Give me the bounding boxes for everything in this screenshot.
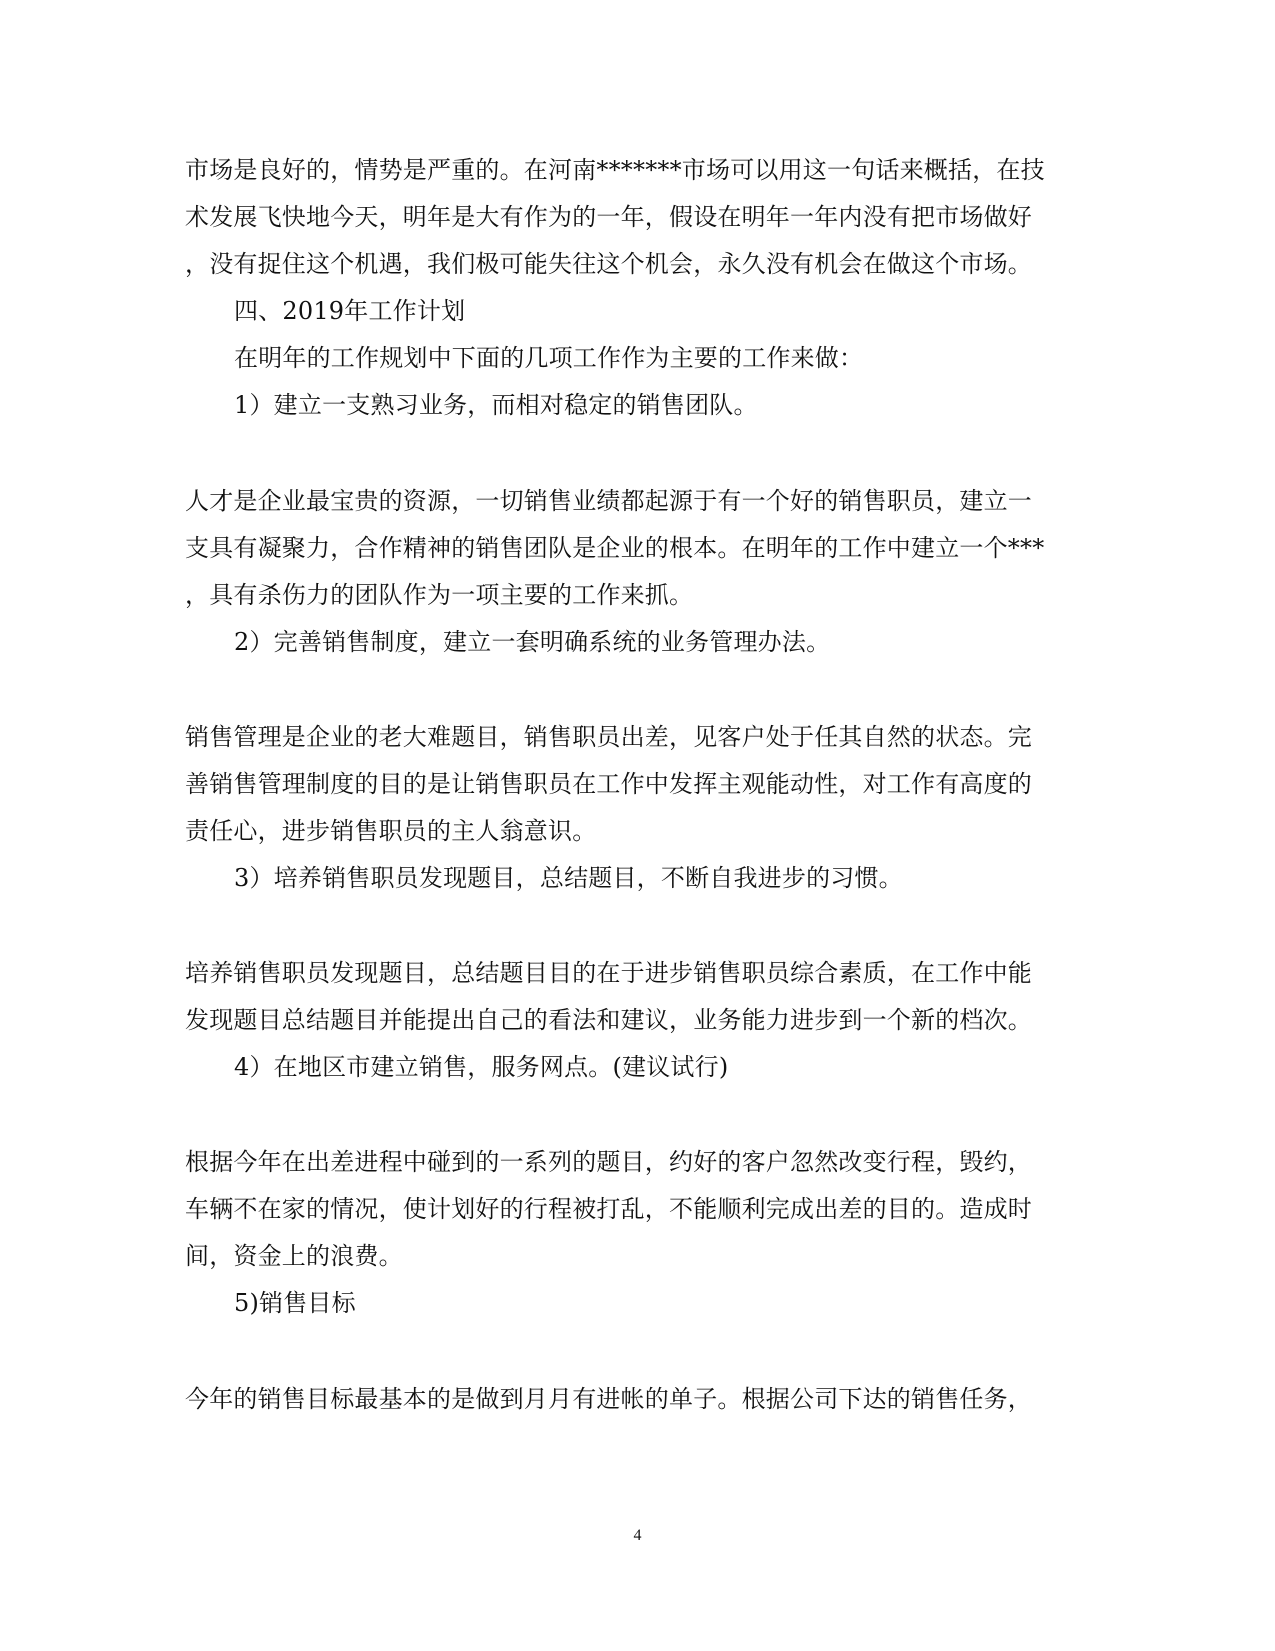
paragraph-line: 责任心，进步销售职员的主人翁意识。	[185, 817, 597, 845]
paragraph-line: ，具有杀伤力的团队作为一项主要的工作来抓。	[185, 581, 694, 609]
paragraph-line: 支具有凝聚力，合作精神的销售团队是企业的根本。在明年的工作中建立一个***	[185, 534, 1045, 562]
paragraph-line: 间，资金上的浪费。	[185, 1242, 403, 1270]
list-item-heading: 5)销售目标	[234, 1289, 356, 1317]
paragraph-line: 销售管理是企业的老大难题目，销售职员出差，见客户处于任其自然的状态。完	[185, 723, 1032, 751]
paragraph-line: 善销售管理制度的目的是让销售职员在工作中发挥主观能动性，对工作有高度的	[185, 770, 1032, 798]
paragraph-line: 车辆不在家的情况，使计划好的行程被打乱，不能顺利完成出差的目的。造成时	[185, 1195, 1032, 1223]
list-item-heading: 3）培养销售职员发现题目，总结题目，不断自我进步的习惯。	[234, 864, 903, 892]
paragraph-line: 发现题目总结题目并能提出自己的看法和建议，业务能力进步到一个新的档次。	[185, 1006, 1032, 1034]
page-number: 4	[633, 1527, 642, 1544]
paragraph-line: 市场是良好的，情势是严重的。在河南*******市场可以用这一句话来概括，在技	[185, 156, 1045, 184]
paragraph-line: 今年的销售目标最基本的是做到月月有进帐的单子。根据公司下达的销售任务，	[185, 1385, 1032, 1413]
list-item-heading: 1）建立一支熟习业务，而相对稳定的销售团队。	[234, 391, 758, 419]
paragraph-line: ，没有捉住这个机遇，我们极可能失往这个机会，永久没有机会在做这个市场。	[185, 250, 1032, 278]
section-heading: 四、2019年工作计划	[234, 297, 466, 325]
paragraph-line: 在明年的工作规划中下面的几项工作作为主要的工作来做：	[234, 344, 864, 372]
list-item-heading: 2）完善销售制度，建立一套明确系统的业务管理办法。	[234, 628, 831, 656]
paragraph-line: 根据今年在出差进程中碰到的一系列的题目，约好的客户忽然改变行程，毁约，	[185, 1148, 1032, 1176]
list-item-heading: 4）在地区市建立销售，服务网点。(建议试行)	[234, 1053, 729, 1081]
paragraph-line: 人才是企业最宝贵的资源，一切销售业绩都起源于有一个好的销售职员，建立一	[185, 487, 1032, 515]
paragraph-line: 术发展飞快地今天，明年是大有作为的一年，假设在明年一年内没有把市场做好	[185, 203, 1032, 231]
paragraph-line: 培养销售职员发现题目，总结题目目的在于进步销售职员综合素质，在工作中能	[185, 959, 1032, 987]
